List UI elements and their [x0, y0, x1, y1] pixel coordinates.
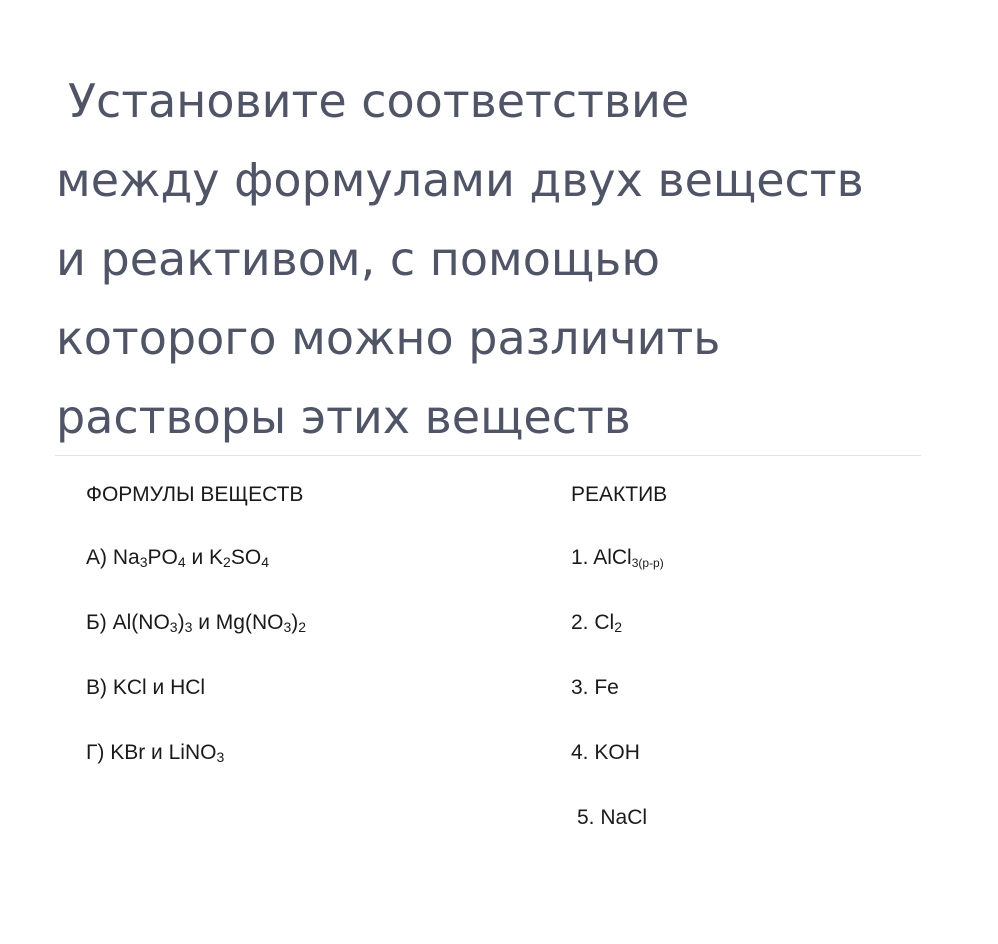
- reagent-item-2: [571, 608, 667, 638]
- formula-text: PO: [147, 546, 178, 569]
- formula-subscript: 3: [169, 619, 178, 635]
- formulas-header: ФОРМУЛЫ ВЕЩЕСТВ: [86, 483, 304, 506]
- reagent-label: 5.: [577, 806, 601, 829]
- reagents-column: [571, 480, 667, 868]
- formula-item-a: [86, 543, 306, 573]
- reagent-label: 1.: [571, 546, 594, 569]
- formula-subscript: 3: [139, 554, 148, 570]
- formula-subscript: 2: [223, 554, 231, 570]
- task-statement: [56, 62, 956, 457]
- reagent-text: AlCl: [593, 546, 632, 569]
- reagent-text: KOH: [594, 741, 640, 764]
- task-line-3: и реактивом, с помощью: [56, 232, 661, 286]
- reagent-label: 3.: [571, 676, 595, 699]
- task-line-5: растворы этих веществ: [56, 390, 631, 444]
- reagent-text: NaCl: [600, 806, 648, 829]
- formula-subscript: 3: [184, 619, 193, 635]
- formula-text: Al(NO: [112, 611, 170, 634]
- formula-text: и K: [185, 546, 224, 569]
- formula-subscript: 4: [177, 554, 186, 570]
- reagent-label: 2.: [571, 611, 595, 634]
- reagent-text: Cl: [594, 611, 615, 634]
- formula-label: А): [86, 546, 113, 569]
- task-line-2: между формулами двух веществ: [56, 153, 864, 207]
- reagent-text: Fe: [594, 676, 619, 699]
- formulas-column: [86, 480, 306, 803]
- divider: [55, 455, 921, 456]
- reagent-subscript: 3(р-р): [631, 556, 664, 570]
- formula-item-b: [86, 608, 306, 638]
- formula-subscript: 2: [298, 619, 307, 635]
- reagent-item-1: [571, 543, 667, 573]
- formula-item-v: [86, 673, 306, 703]
- formula-text: ): [177, 611, 185, 634]
- reagent-item-4: [571, 738, 667, 768]
- formula-text: SO: [230, 546, 262, 569]
- formula-subscript: 4: [261, 554, 269, 570]
- formula-text: ): [291, 611, 299, 634]
- formula-text: KCl и HCl: [112, 676, 206, 699]
- task-line-4: которого можно различить: [56, 311, 721, 365]
- formula-text: Na: [112, 546, 140, 569]
- formula-text: и Mg(NO: [192, 611, 284, 634]
- reagent-label: 4.: [571, 741, 595, 764]
- formula-label: В): [86, 676, 113, 699]
- reagent-item-5: [571, 803, 667, 833]
- formula-text: KBr и LiNO: [110, 741, 217, 764]
- reagents-header: РЕАКТИВ: [571, 483, 668, 506]
- formula-label: Г): [86, 741, 111, 764]
- task-line-1: Установите соответствие: [68, 74, 690, 128]
- formula-item-g: [86, 738, 306, 768]
- formula-subscript: 3: [216, 749, 225, 765]
- reagent-item-3: [571, 673, 667, 703]
- formula-label: Б): [86, 611, 113, 634]
- reagent-subscript: 2: [614, 619, 622, 635]
- formula-subscript: 3: [283, 619, 292, 635]
